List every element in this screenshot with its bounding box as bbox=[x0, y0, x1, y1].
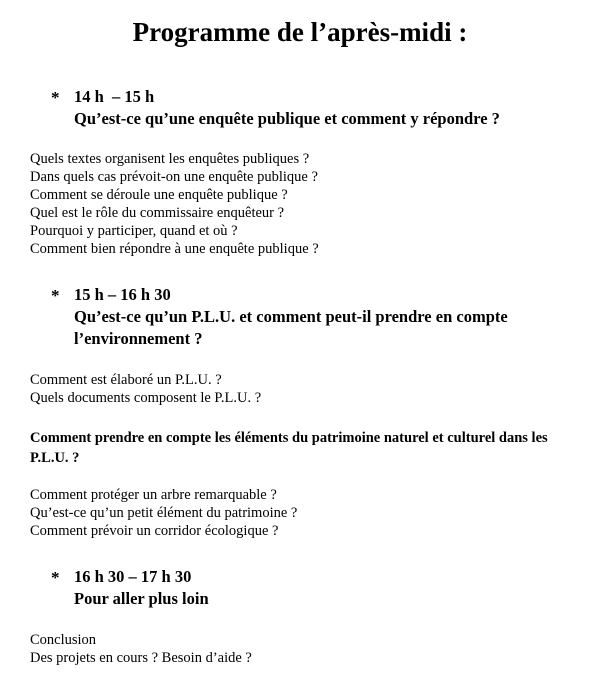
question-item: Comment bien répondre à une enquête publique ? bbox=[30, 241, 319, 257]
question-item: Pourquoi y participer, quand et où ? bbox=[30, 223, 238, 239]
question-item: Conclusion bbox=[30, 632, 97, 648]
question-item: Qu’est-ce qu’un petit élément du patrimoine ? bbox=[30, 505, 298, 521]
question-item: Quels textes organisent les enquêtes publiques ? bbox=[30, 151, 310, 167]
session-time: 14 h – 15 h bbox=[74, 87, 155, 106]
question-item: Comment prévoir un corridor écologique ? bbox=[30, 523, 279, 539]
session-title: Qu’est-ce qu’un P.L.U. et comment peut-il prendre en compte l’environnement ? bbox=[74, 307, 508, 348]
question-item: Quels documents composent le P.L.U. ? bbox=[30, 390, 262, 406]
session-time: 16 h 30 – 17 h 30 bbox=[74, 567, 192, 586]
bullet-icon: * bbox=[51, 568, 60, 587]
question-item: Des projets en cours ? Besoin d’aide ? bbox=[30, 650, 252, 666]
subheading: Comment prendre en compte les éléments du patrimoine naturel et culturel dans les P.L.U. ? bbox=[30, 430, 548, 466]
bullet-icon: * bbox=[51, 88, 60, 107]
session-time: 15 h – 16 h 30 bbox=[74, 285, 171, 304]
session-title: Pour aller plus loin bbox=[74, 589, 209, 608]
question-item: Comment se déroule une enquête publique ? bbox=[30, 187, 288, 203]
question-item: Quel est le rôle du commissaire enquêteur ? bbox=[30, 205, 285, 221]
question-item: Comment est élaboré un P.L.U. ? bbox=[30, 372, 222, 388]
page-title: Programme de l’après-midi : bbox=[132, 17, 468, 47]
question-item: Comment protéger un arbre remarquable ? bbox=[30, 487, 277, 503]
session-title: Qu’est-ce qu’une enquête publique et comment y répondre ? bbox=[74, 109, 500, 128]
bullet-icon: * bbox=[51, 286, 60, 305]
question-item: Dans quels cas prévoit-on une enquête publique ? bbox=[30, 169, 318, 185]
